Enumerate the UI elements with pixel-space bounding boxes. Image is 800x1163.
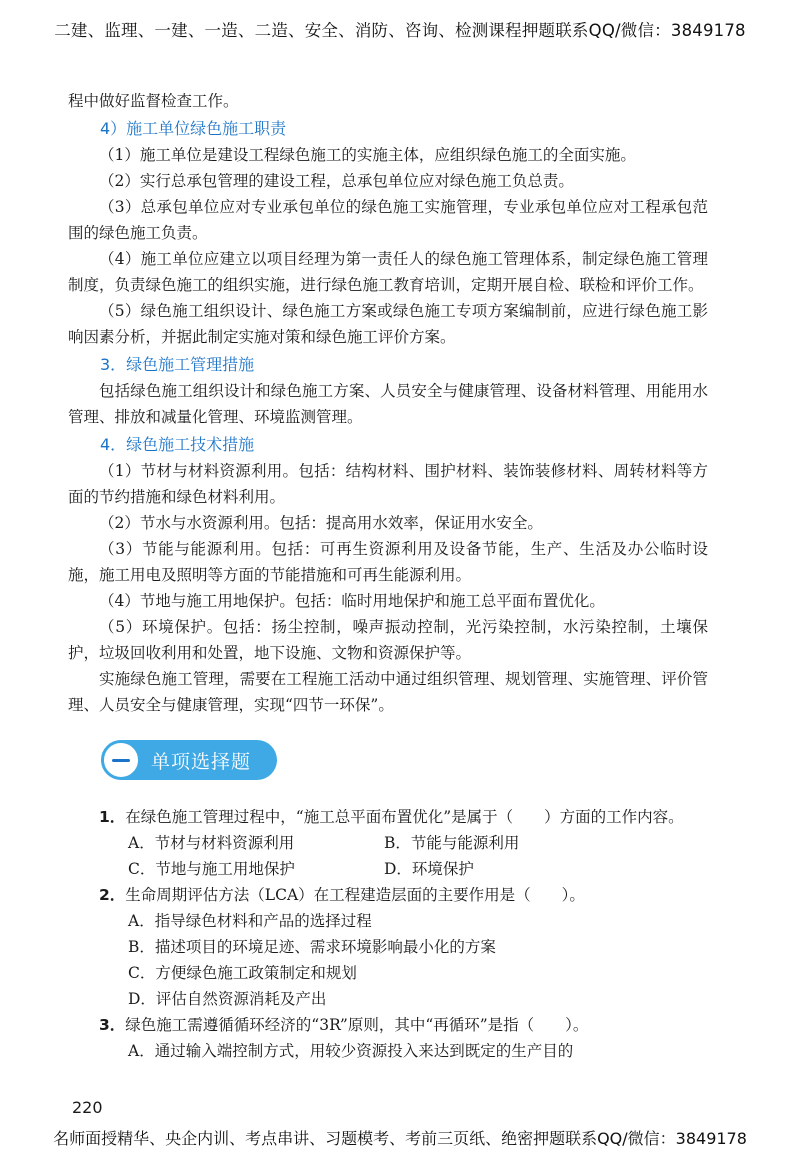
question-3 (68, 1012, 708, 1064)
list-item: （4）节地与施工用地保护。包括：临时用地保护和施工总平面布置优化。 (99, 592, 605, 610)
option-b: B．描述项目的环境足迹、需求环境影响最小化的方案 (128, 938, 496, 956)
section-heading-management-measures: 3．绿色施工管理措施 (100, 355, 255, 374)
page-number: 220 (72, 1098, 103, 1117)
option-d: D．环境保护 (384, 860, 474, 878)
dash-icon (112, 759, 130, 762)
summary-paragraph: 实施绿色施工管理，需要在工程施工活动中通过组织管理、规划管理、实施管理、评价管理、人员安全与健康管理，实现“四节一环保”。 (68, 670, 708, 714)
list-item: （5）绿色施工组织设计、绿色施工方案或绿色施工专项方案编制前，应进行绿色施工影响因素分析，并据此制定实施对策和绿色施工评价方案。 (68, 302, 708, 346)
option-a: A．指导绿色材料和产品的选择过程 (128, 912, 372, 930)
question-1 (68, 804, 708, 882)
option-a: A．节材与材料资源利用 (128, 834, 295, 852)
question-2 (68, 882, 708, 1012)
list-item: （4）施工单位应建立以项目经理为第一责任人的绿色施工管理体系，制定绿色施工管理制度，负责绿色施工的组织实施，进行绿色施工教育培训，定期开展自检、联检和评价工作。 (68, 250, 708, 294)
option-c: C．方便绿色施工政策制定和规划 (128, 964, 357, 982)
paragraph: 包括绿色施工组织设计和绿色施工方案、人员安全与健康管理、设备材料管理、用能用水管理、排放和减量化管理、环境监测管理。 (68, 382, 708, 426)
options-grid (68, 830, 708, 882)
question-text: 生命周期评估方法（LCA）在工程建造层面的主要作用是（ ）。 (125, 886, 585, 904)
option-c: C．节地与施工用地保护 (128, 860, 295, 878)
list-item: （2）实行总承包管理的建设工程，总承包单位应对绿色施工负总责。 (99, 172, 574, 190)
section-heading-technical-measures: 4．绿色施工技术措施 (100, 435, 255, 454)
list-item: （2）节水与水资源利用。包括：提高用水效率，保证用水安全。 (99, 514, 543, 532)
page-footer: 名师面授精华、央企内训、考点串讲、习题模考、考前三页纸、绝密押题联系QQ/微信：3849178 (53, 1129, 747, 1148)
continuation-text: 程中做好监督检查工作。 (68, 92, 239, 110)
list-item: （5）环境保护。包括：扬尘控制，噪声振动控制，光污染控制，水污染控制，土壤保护，垃圾回收利用和处置，地下设施、文物和资源保护等。 (68, 618, 708, 662)
list-item: （3）总承包单位应对专业承包单位的绿色施工实施管理，专业承包单位应对工程承包范围的绿色施工负责。 (68, 198, 708, 242)
list-item: （1）节材与材料资源利用。包括：结构材料、围护材料、装饰装修材料、周转材料等方面的节约措施和绿色材料利用。 (68, 462, 708, 506)
page-content (68, 88, 708, 1064)
question-number: 1． (99, 808, 126, 826)
question-number: 3． (99, 1016, 126, 1034)
question-text: 绿色施工需遵循循环经济的“3R”原则，其中“再循环”是指（ ）。 (125, 1016, 589, 1034)
question-text: 在绿色施工管理过程中，“施工总平面布置优化”是属于（ ）方面的工作内容。 (125, 808, 684, 826)
list-item: （3）节能与能源利用。包括：可再生资源利用及设备节能，生产、生活及办公临时设施，施工用电及照明等方面的节能措施和可再生能源利用。 (68, 540, 708, 584)
option-d: D．评估自然资源消耗及产出 (128, 990, 327, 1008)
page-header: 二建、监理、一建、一造、二造、安全、消防、咨询、检测课程押题联系QQ/微信：3849178 (54, 21, 746, 40)
section-banner (102, 740, 277, 780)
option-a: A．通过输入端控制方式，用较少资源投入来达到既定的生产目的 (128, 1042, 574, 1060)
option-b: B．节能与能源利用 (384, 834, 520, 852)
banner-title: 单项选择题 (151, 750, 252, 773)
banner-number-badge (101, 740, 141, 780)
section-heading-contractor-duties: 4）施工单位绿色施工职责 (100, 119, 287, 138)
question-number: 2． (99, 886, 126, 904)
list-item: （1）施工单位是建设工程绿色施工的实施主体，应组织绿色施工的全面实施。 (99, 146, 636, 164)
